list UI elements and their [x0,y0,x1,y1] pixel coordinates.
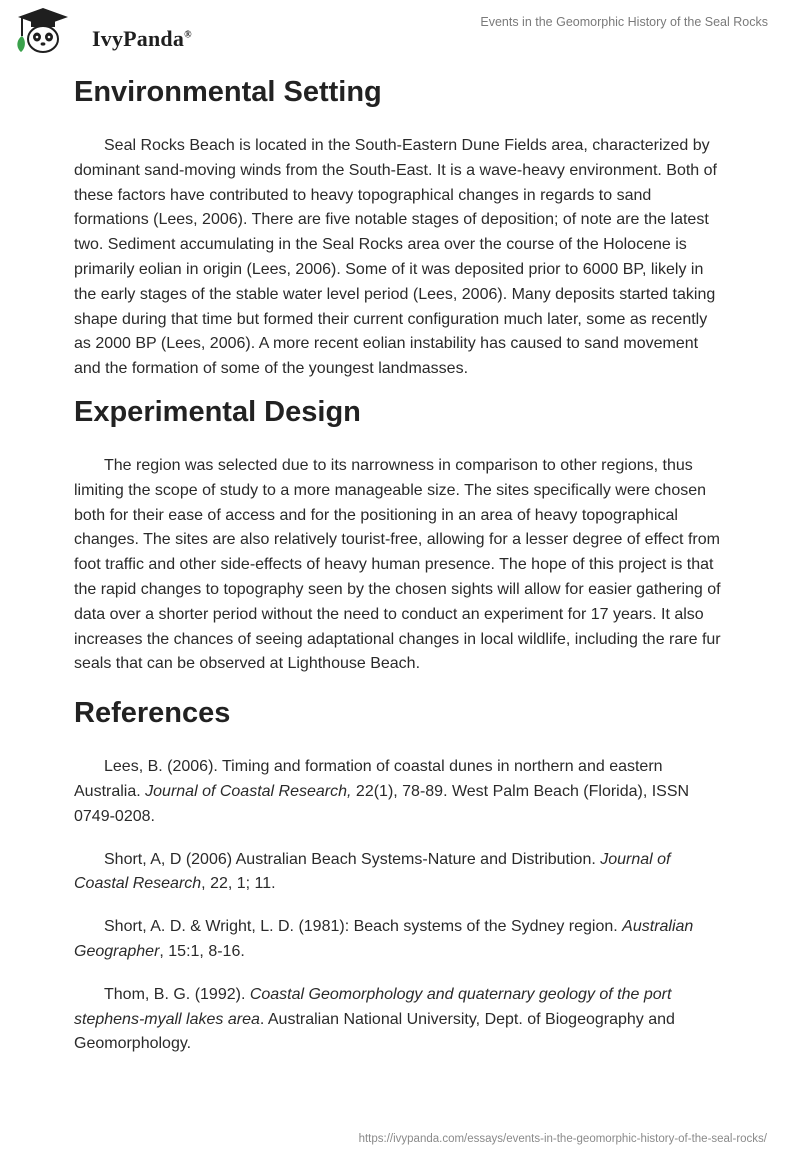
source-url[interactable]: https://ivypanda.com/essays/events-in-the-geomorphic-history-of-the-seal-rocks/ [358,1133,767,1145]
ivypanda-logo[interactable] [12,6,192,54]
reference-text: Short, A. D. & Wright, L. D. (1981): Beach systems of the Sydney region. [104,918,623,936]
reference-journal: Journal of Coastal Research, [145,782,352,800]
environmental-setting-paragraph: Seal Rocks Beach is located in the South-Eastern Dune Fields area, characterized by dominant sand-moving winds from the South-East. It is a wave-heavy environment. Both of these factors have contributed to heavy topographical changes in regards to sand formations (Lees, 2006). There are five notable stages of deposition; of note are the latest two. Sediment accumulating in the Seal Rocks area over the course of the Holocene is primarily eolian in origin (Lees, 2006). Some of it was deposited prior to 6000 BP, likely in the early stages of the stable water level period (Lees, 2006). Many deposits started taking shape during that time but formed their current configuration much later, some as recently as 2000 BP (Lees, 2006). A more recent eolian instability has caused to sand movement and the formation of some of the youngest landmasses. [74,137,717,378]
experimental-design-heading: Experimental Design [74,395,361,428]
reference-item [74,755,724,829]
reference-item [74,915,724,965]
registered-mark: ® [184,29,192,41]
reference-item [74,983,724,1057]
reference-text: Thom, B. G. (1992). [104,985,250,1003]
reference-journal: Coastal Geomorphology and quaternary geology of the port stephens-myall lakes area [74,985,672,1028]
reference-item [74,848,724,898]
reference-journal: Journal of Coastal Research [74,850,671,893]
reference-details: , 15:1, 8-16. [159,942,245,960]
references-section [74,693,724,1057]
environmental-setting-section [74,72,724,382]
references-heading: References [74,697,231,730]
experimental-design-section [74,392,724,677]
brand-name: IvyPanda® [92,26,192,51]
reference-text: Lees, B. (2006). Timing and formation of coastal dunes in northern and eastern Australia. [74,758,663,800]
reference-list [74,755,724,1057]
reference-details: 22(1), 78-89. West Palm Beach (Florida), ISSN 0749-0208. [74,782,690,825]
experimental-design-paragraph: The region was selected due to its narrowness in comparison to other regions, thus limiting the scope of study to a more manageable size. The sites specifically were chosen both for their ease of access and for the positioning in an area of heavy topographical changes. The sites are also relatively tourist-free, allowing for a lesser degree of effect from foot traffic and other side-effects of heavy human presence. The hope of this project is that the rapid changes to topography seen by the chosen sights will allow for easier gathering of data over a shorter period without the need to conduct an experiment for 17 years. It also increases the chances of seeing adaptational changes in local wildlife, including the rare fur seals that can be observed at Lighthouse Beach. [74,456,721,673]
panda-graduate-icon [12,6,74,54]
reference-text: Short, A, D (2006) Australian Beach Systems-Nature and Distribution. [104,850,601,868]
document-title: Events in the Geomorphic History of the Seal Rocks [480,15,768,29]
page-header [0,0,800,60]
essay-content [74,70,724,1057]
reference-journal: Australian Geographer [74,918,694,960]
reference-details: . Australian National University, Dept. of Biogeography and Geomorphology. [74,1010,675,1053]
reference-details: , 22, 1; 11. [201,875,276,893]
environmental-setting-heading: Environmental Setting [74,76,382,108]
